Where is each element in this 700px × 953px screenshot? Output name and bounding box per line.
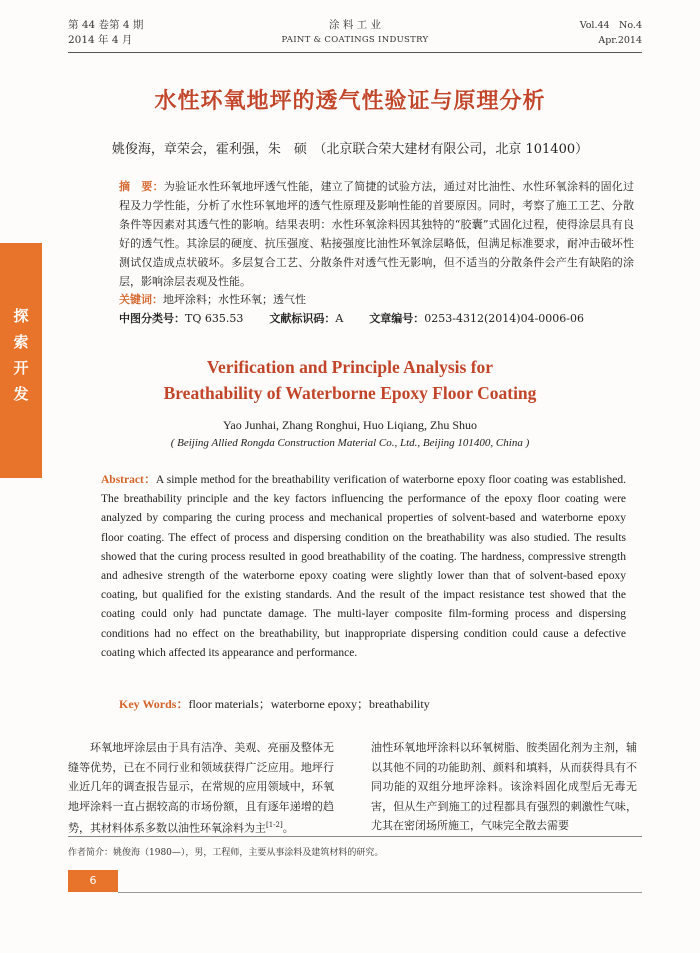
abstract-cn-label: 摘 要： [119,180,164,193]
side-tab-char: 发 [13,385,29,403]
body-left-text: 环氧地坪涂层由于具有洁净、美观、亮丽及整体无缝等优势，已在不同行业和领域获得广泛应用。地坪行业近几年的调查报告显示，在常规的应用领域中，环氧地坪涂料一直占据较高的市场份额，且有逐年递增的趋势，其材料体系多数以油性环氧涂料为主 [68,741,334,835]
running-header [68,18,642,52]
abstract-en [101,471,626,663]
footer-rule [118,892,642,893]
journal-name-en: PAINT & COATINGS INDUSTRY [281,35,429,45]
keywords-cn [119,291,306,307]
clc-label: 中图分类号： [119,312,185,325]
title-en-line: Verification and Principle Analysis for [206,357,494,377]
article-title-en [0,354,700,406]
doc-code-label: 文献标识码： [269,312,336,325]
abstract-en-text: A simple method for the breathability verification of waterborne epoxy floor coating was established. The breathability principle and the key factors influencing the performance of the epoxy floor coating were analyzed by comparing the curing process and mechanical properties of solvent-based and waterborne epoxy floor coating. The effect of process and dispersing condition on the breathability was also studied. The results showed that the curing process resulted in good breathability of the coating. The hardness, compressive strength and adhesive strength of the waterborne epoxy coating were slightly lower than that of solvent-based epoxy coating, but qualified for the existing standards. And the result of the impact resistance test showed that the coating could only had punctate damage. The multi-layer composite film-forming process and dispersing conditions had no effect on the breathability, but inappropriate dispersing condition could cause a defective coating which affected its appearance and performance. [101,474,626,659]
affiliation-en: ( Beijing Allied Rongda Construction Material Co., Ltd., Beijing 101400, China ) [170,437,530,449]
authors-en: Yao Junhai, Zhang Ronghui, Huo Liqiang, Zhu Shuo [222,418,478,432]
date-en: Apr.2014 [598,35,642,46]
classification-line [119,310,584,326]
page-number: 6 [89,874,97,887]
keywords-cn-text: 地坪涂料；水性环氧；透气性 [163,293,306,306]
date-cn: 2014 年 4 月 [68,34,133,46]
volume-issue-en: Vol.44 No.4 [579,20,642,31]
article-number-label: 文章编号： [369,312,425,325]
article-title-cn: 水性环氧地坪的透气性验证与原理分析 [154,89,546,114]
header-divider [68,52,642,53]
article-number-value: 0253-4312(2014)04-0006-06 [424,312,585,325]
abstract-en-label: Abstract： [101,474,156,486]
title-en-line: Breathability of Waterborne Epoxy Floor Coating [163,383,537,403]
body-column-right [371,738,637,836]
doc-code-value: A [335,312,344,325]
side-tab-char: 探 [13,307,29,325]
side-tab-char: 开 [13,359,29,377]
side-tab-char: 索 [13,333,29,351]
journal-name [68,18,642,48]
abstract-cn-text: 为验证水性环氧地坪透气性能，建立了简捷的试验方法，通过对比油性、水性环氧涂料的固化过程及力学性能，分析了水性环氧地坪的透气性原理及影响性能的首要原因。同时，考察了施工工艺、分散条件等因素对其透气性的影响。结果表明：水性环氧涂料因其独特的“胶囊”式固化过程，使得涂层具有良好的透气性。其涂层的硬度、抗压强度、粘接强度比油性环氧涂层略低，但满足标准要求，耐冲击破坏性测试仅造成点状破坏。多层复合工艺、分散条件对透气性无影响，但不适当的分散条件会产生有缺陷的涂层，影响涂层表观及性能。 [119,180,635,288]
body-left-end: 。 [282,821,294,835]
abstract-cn [119,177,634,291]
keywords-cn-label: 关键词： [119,293,163,306]
citation-ref: [1-2] [266,821,283,829]
keywords-en-label: Key Words： [119,697,189,711]
keywords-en [119,695,430,712]
keywords-en-text: floor materials；waterborne epoxy；breathability [188,697,430,711]
body-right-text: 油性环氧地坪涂料以环氧树脂、胺类固化剂为主剂，辅以其他不同的功能助剂、颜料和填料，从而获得具有不同功能的双组分地坪涂料。该涂料固化成型后无毒无害，但从生产到施工的过程都具有强烈的刺激性气味，尤其在密闭场所施工，气味完全散去需要 [371,741,637,832]
journal-volume-en [580,18,642,48]
footnote-divider [68,836,642,837]
clc-value: TQ 635.53 [185,312,244,325]
author-footnote: 作者简介：姚俊海（1980—），男，工程师，主要从事涂料及建筑材料的研究。 [68,848,384,858]
journal-name-cn: 涂 料 工 业 [328,19,381,31]
volume-issue-cn: 第 44 卷第 4 期 [68,19,144,31]
body-column-left [68,738,334,838]
authors-cn: 姚俊海，章荣会，霍利强，朱 硕 （北京联合荣大建材有限公司，北京 101400） [111,142,589,157]
